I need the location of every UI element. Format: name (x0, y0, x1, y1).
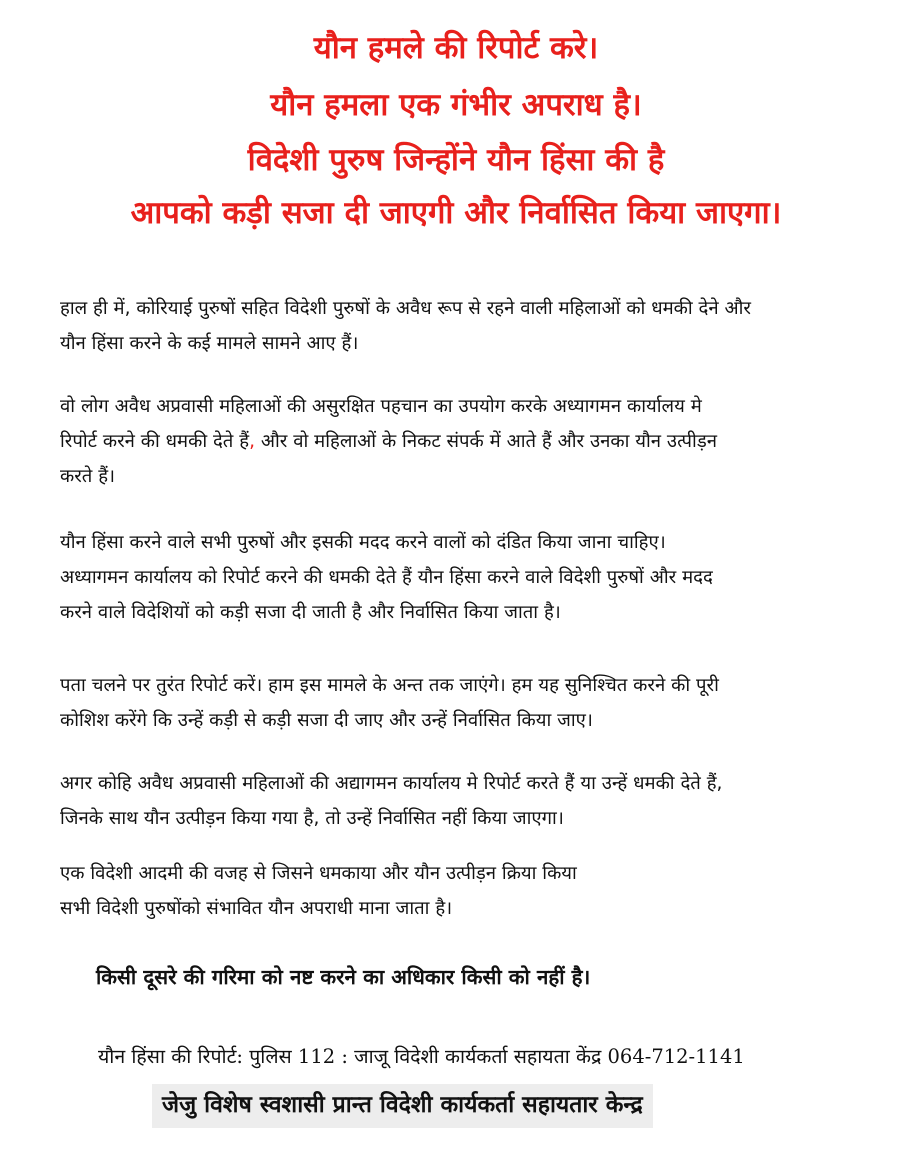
text-line (60, 424, 890, 459)
paragraph-potential-offenders (60, 856, 890, 926)
headline-serious-crime: यौन हमला एक गंभीर अपराध है। (270, 87, 642, 123)
text-line: करते हैं। (60, 466, 116, 487)
text-line: अध्यागमन कार्यालय को रिपोर्ट करने की धमकी देते हैं यौन हिंसा करने वाले विदेशी पुरुषों और मदद (60, 567, 713, 588)
text-line: कोशिश करेंगे कि उन्हें कड़ी से कड़ी सजा दी जाए और उन्हें निर्वासित किया जाए। (60, 710, 593, 731)
organization-name: जेजु विशेष स्वशासी प्रान्त विदेशी कार्यकर्ता सहायतार केन्द्र (152, 1084, 653, 1128)
text-segment: रिपोर्ट करने की धमकी देते हैं (60, 431, 250, 452)
text-line: हाल ही में, कोरियाई पुरुषों सहित विदेशी पुरुषों के अवैध रूप से रहने वाली महिलाओं को धमकी देने और (60, 298, 751, 319)
text-line: पता चलने पर तुरंत रिपोर्ट करें। हाम इस मामले के अन्त तक जाएंगे। हम यह सुनिश्चित करने की पूरी (60, 675, 719, 696)
text-line: यौन हिंसा करने वाले सभी पुरुषों और इसकी मदद करने वालों को दंडित किया जाना चाहिए। (60, 532, 666, 553)
text-line: वो लोग अवैध अप्रवासी महिलाओं की असुरक्षित पहचान का उपयोग करके अध्यागमन कार्यालय मे (60, 396, 702, 417)
contact-line: यौन हिंसा की रिपोर्ट: पुलिस 112 : जाजू विदेशी कार्यकर्ता सहायता केंद्र 064-712-1141 (98, 1045, 745, 1068)
text-line: यौन हिंसा करने के कई मामले सामने आए हैं। (60, 333, 359, 354)
text-segment: और वो महिलाओं के निकट संपर्क में आते हैं और उनका यौन उत्पीड़न (254, 431, 717, 452)
text-line: अगर कोहि अवैध अप्रवासी महिलाओं की अद्यागमन कार्यालय मे रिपोर्ट करते हैं या उन्हें धमकी देते हैं, (60, 773, 723, 794)
headline-punishment: आपको कड़ी सजा दी जाएगी और निर्वासित किया जाएगा। (130, 195, 782, 231)
paragraph-punishment (60, 525, 890, 630)
text-line: एक विदेशी आदमी की वजह से जिसने धमकाया और यौन उत्पीड़न क्रिया किया (60, 863, 577, 884)
red-comma: , (249, 431, 255, 452)
paragraph-threats (60, 389, 890, 494)
headline-foreign-men: विदेशी पुरुष जिन्होंने यौन हिंसा की है (247, 142, 665, 178)
text-line: करने वाले विदेशियों को कड़ी सजा दी जाती है और निर्वासित किया जाता है। (60, 602, 561, 623)
closing-statement: किसी दूसरे की गरिमा को नष्ट करने का अधिकार किसी को नहीं है। (96, 965, 591, 989)
headline-report-assault: यौन हमले की रिपोर्ट करे। (313, 30, 599, 66)
text-line: सभी विदेशी पुरुषोंको संभावित यौन अपराधी माना जाता है। (60, 898, 453, 919)
paragraph-recent-cases (60, 291, 890, 361)
paragraph-victim-protection (60, 766, 890, 836)
text-line: जिनके साथ यौन उत्पीड़न किया गया है, तो उन्हें निर्वासित नहीं किया जाएगा। (60, 808, 564, 829)
paragraph-report-immediately (60, 668, 890, 738)
